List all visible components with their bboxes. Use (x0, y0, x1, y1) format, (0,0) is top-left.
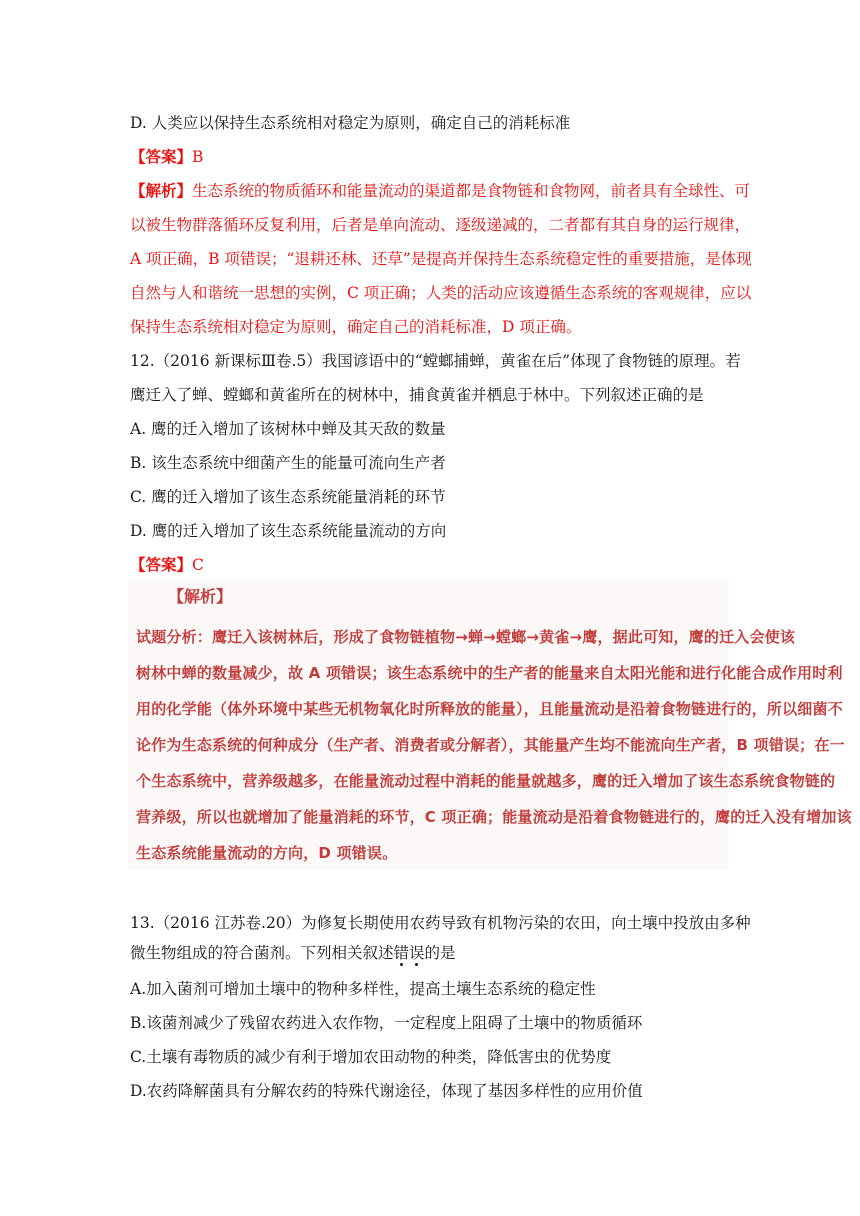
analysis-line: 生态系统能量流动的方向，D 项错误。 (136, 844, 398, 862)
q11-option-d: D. 人类应以保持生态系统相对稳定为原则，确定自己的消耗标准 (130, 114, 571, 132)
emphasis-char: 误 (409, 944, 425, 962)
analysis-line: 个生态系统中，营养级越多，在能量流动过程中消耗的能量就越多，鹰的迁入增加了该生态系统食物链的 (136, 772, 836, 790)
analysis-line: 树林中蝉的数量减少，故 A 项错误；该生态系统中的生产者的能量来自太阳光能和进行化能合成作用时利 (136, 664, 843, 682)
q13-option-b: B.该菌剂减少了残留农药进入农作物，一定程度上阻碍了土壤中的物质循环 (130, 1014, 643, 1032)
answer-value: B (192, 148, 204, 166)
q11-analysis-line-1 (130, 181, 751, 201)
stem-text: 的是 (424, 944, 456, 962)
answer-label: 【答案】 (130, 555, 193, 574)
q11-analysis-line-3: A 项正确，B 项错误；“退耕还林、还草”是提高并保持生态系统稳定性的重要措施，是体现 (130, 250, 752, 268)
analysis-line: 营养级，所以也就增加了能量消耗的环节，C 项正确；能量流动是沿着食物链进行的，鹰的迁入没有增加该 (136, 808, 852, 826)
q11-analysis-line-4: 自然与人和谐统一思想的实例，C 项正确；人类的活动应该遵循生态系统的客观规律，应以 (130, 284, 752, 302)
q13-option-c: C.土壤有毒物质的减少有利于增加农田动物的种类，降低害虫的优势度 (130, 1048, 612, 1066)
answer-value: C (192, 556, 204, 574)
q12-option-a: A. 鹰的迁入增加了该树林中蝉及其天敌的数量 (130, 420, 446, 438)
q12-analysis-image (128, 580, 852, 870)
q12-option-c: C. 鹰的迁入增加了该生态系统能量消耗的环节 (130, 488, 446, 506)
q12-option-d: D. 鹰的迁入增加了该生态系统能量流动的方向 (130, 522, 447, 540)
q12-stem-line-2: 鹰迁入了蝉、螳螂和黄雀所在的树林中，捕食黄雀并栖息于林中。下列叙述正确的是 (130, 386, 704, 404)
analysis-line: 试题分析：鹰迁入该树林后，形成了食物链植物→蝉→螳螂→黄雀→鹰，据此可知，鹰的迁入会使该 (136, 628, 796, 646)
q11-answer (130, 147, 730, 167)
q12-stem-line-1: 12.（2016 新课标Ⅲ卷.5）我国谚语中的“螳螂捕蝉，黄雀在后”体现了食物链的原理。若 (130, 352, 741, 370)
emphasis-char: 错 (393, 944, 410, 962)
stem-text: 微生物组成的符合菌剂。下列相关叙述 (130, 944, 394, 962)
q13-stem-line-1: 13.（2016 江苏卷.20）为修复长期使用农药导致有机物污染的农田，向土壤中投放由多种 (130, 914, 751, 932)
q11-analysis-line-2: 以被生物群落循环反复利用，后者是单向流动、逐级递减的，二者都有其自身的运行规律， (130, 216, 751, 234)
q11-analysis-line-5: 保持生态系统相对稳定为原则，确定自己的消耗标准，D 项正确。 (130, 318, 582, 336)
answer-label: 【答案】 (130, 147, 193, 166)
q12-answer (130, 555, 730, 575)
analysis-label: 【解析】 (168, 587, 233, 606)
q13-option-a: A.加入菌剂可增加土壤中的物种多样性，提高土壤生态系统的稳定性 (130, 980, 596, 998)
analysis-line: 用的化学能（体外环境中某些无机物氧化时所释放的能量），且能量流动是沿着食物链进行的，所以细菌不 (136, 700, 843, 718)
analysis-line: 论作为生态系统的何种成分（生产者、消费者或分解者），其能量产生均不能流向生产者，B 项错误；在一 (136, 736, 845, 754)
q12-option-b: B. 该生态系统中细菌产生的能量可流向生产者 (130, 454, 446, 472)
q13-stem-line-2 (130, 943, 730, 963)
q13-option-d: D.农药降解菌具有分解农药的特殊代谢途径，体现了基因多样性的应用价值 (130, 1082, 643, 1100)
analysis-text: 生态系统的物质循环和能量流动的渠道都是食物链和食物网，前者具有全球性、可 (192, 182, 751, 200)
analysis-label: 【解析】 (130, 181, 193, 200)
